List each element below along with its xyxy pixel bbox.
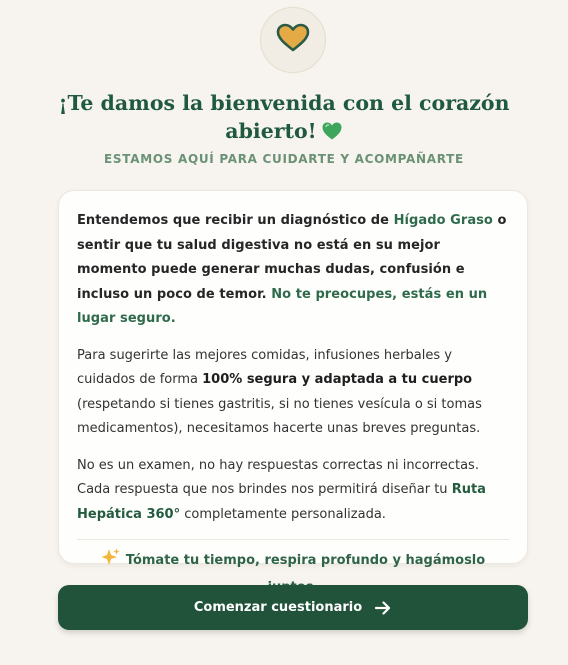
start-button-label: Comenzar cuestionario	[193, 600, 363, 615]
reassure-text-1: No es un examen, no hay respuestas correctas ni incorrectas. Cada respuesta que nos brindes nos permitirá diseñar tu	[77, 457, 479, 497]
card-divider	[77, 539, 509, 540]
heart-icon	[276, 23, 310, 57]
explain-paragraph	[77, 344, 509, 442]
reassure-paragraph	[77, 454, 509, 528]
safety-highlight: 100% segura y adaptada a tu cuerpo	[202, 372, 473, 387]
intro-paragraph	[77, 209, 509, 332]
green-heart-icon	[321, 120, 343, 148]
arrow-right-icon	[374, 600, 392, 616]
heart-badge	[260, 7, 326, 73]
start-questionnaire-button[interactable]	[58, 585, 528, 630]
reassure-text-2: completamente personalizada.	[180, 506, 386, 522]
title-text: ¡Te damos la bienvenida con el corazón abierto!	[58, 91, 510, 143]
explain-text-1: Para sugerirte las mejores comidas, infusiones herbales y cuidados de forma	[77, 347, 452, 387]
tip-text: Tómate tu tiempo, respira profundo y hagámoslo	[125, 553, 486, 568]
info-card	[58, 190, 528, 568]
intro-text-2: o sentir que tu salud digestiva no está en su mejor momento puede generar muchas dudas, confusión e incluso un poco de temor.	[77, 213, 507, 302]
diagnosis-highlight: Hígado Graso	[393, 213, 493, 228]
intro-text-1: Entendemos que recibir un diagnóstico de	[77, 213, 394, 228]
explain-text-2: (respetando si tienes gastritis, si no tienes vesícula o si tomas medicamentos), necesitamos hacerte unas breves preguntas.	[77, 396, 482, 436]
page-subtitle: ESTAMOS AQUÍ PARA CUIDARTE Y ACOMPAÑARTE	[104, 152, 464, 166]
sparkles-icon	[101, 547, 121, 576]
reassurance-highlight: No te preocupes, estás en un lugar seguro.	[77, 286, 488, 326]
page-title	[40, 89, 528, 148]
route-highlight: Ruta Hepática 360°	[77, 482, 486, 522]
